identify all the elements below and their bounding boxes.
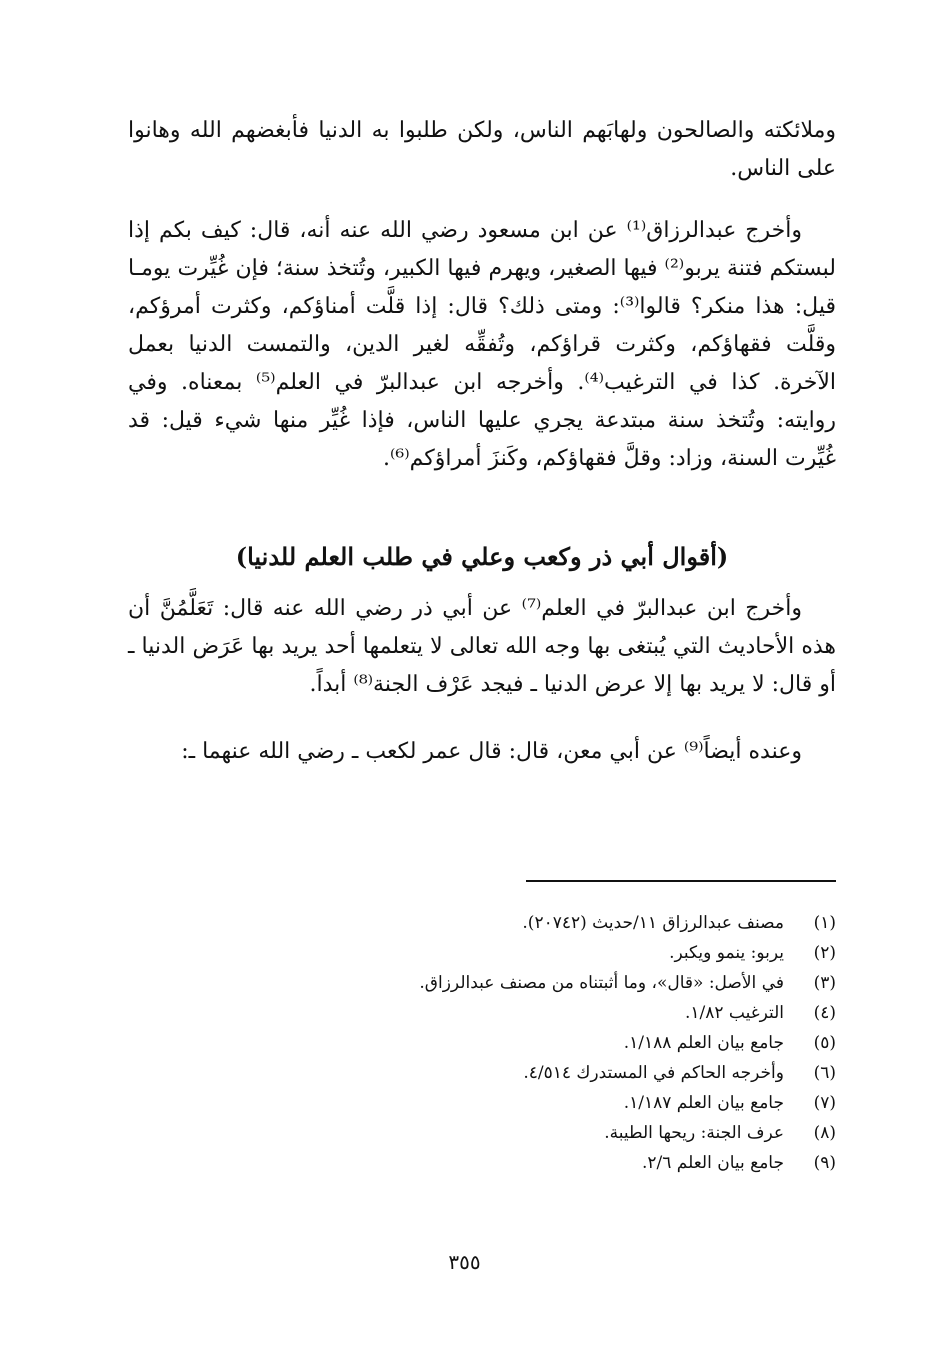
footnote [300,1088,836,1118]
footnote-text: جامع بيان العلم ٢/٦. [641,1153,784,1173]
footnote-text: جامع بيان العلم ١/١٨٧. [623,1093,784,1113]
footnote-number: (٨) [813,1123,836,1143]
footnote-number: (٢) [813,943,836,963]
footnote-number: (٥) [813,1033,836,1053]
footnote-text: الترغيب ١/٨٢. [684,1003,784,1023]
paragraph-1: وملائكته والصالحون ولهابَهم الناس، ولكن طلبوا به الدنيا فأبغضهم الله وهانوا على الناس. [128,118,836,181]
footnote [300,908,836,938]
footnote-text: وأخرجه الحاكم في المستدرك ٤/٥١٤. [523,1063,784,1083]
paragraph-2: وأخرج عبدالرزاق⁽¹⁾ عن ابن مسعود رضي الله عنه أنه، قال: كيف بكم إذا لبستكم فتنة يربو⁽²⁾ فيها الصغير، ويهرم فيها الكبير، وتُتخذ سنة؛ فإن غُيِّرت يومـا قيل: هذا منكر؟ قالوا⁽³⁾: ومتى ذلك؟ قال: إذا قلَّت أمناؤكم، وكثرت أمرؤكم، وقلَّت فقهاؤكم، وكثرت قراؤكم، وتُفقِّه لغير الدين، والتمست الدنيا بعمل الآخرة. كذا في الترغيب⁽⁴⁾. وأخرجه ابن عبدالبرّ في العلم⁽⁵⁾ بمعناه. وفي روايته: وتُتخذ سنة مبتدعة يجري عليها الناس، فإذا غُيِّر منها شيء قيل: قد غُيِّرت السنة، وزاد: وقلَّ فقهاؤكم، وكَنزَ أمراؤكم⁽⁶⁾. [128,218,836,471]
footnote [300,1148,836,1178]
paragraph-4: وعنده أيضاً⁽⁹⁾ عن أبي معن، قال: قال عمر لكعب ـ رضي الله عنهما ـ: [181,739,802,764]
footnote [300,1058,836,1088]
footnote-number: (٧) [813,1093,836,1113]
footnote-number: (٦) [813,1063,836,1083]
footnote-number: (٤) [813,1003,836,1023]
footnote [300,1118,836,1148]
footnote-number: (٣) [813,973,836,993]
footnote [300,938,836,968]
footnote-text: عرف الجنة: ريحها الطيبة. [604,1123,784,1143]
paragraph-3: وأخرج ابن عبدالبرّ في العلم⁽⁷⁾ عن أبي ذر رضي الله عنه قال: تَعَلَّمُنَّ أن هذه الأحاديث التي يُبتغى بها وجه الله تعالى لا يتعلمها أحد يريد بها عَرَض الدنيا ـ أو قال: لا يريد بها إلا عرض الدنيا ـ فيجد عَرْف الجنة⁽⁸⁾ أبداً. [128,596,836,697]
footnote-divider [526,880,836,882]
page-number: ٣٥٥ [448,1250,481,1274]
footnote [300,998,836,1028]
footnotes-list [300,908,836,1178]
footnote-number: (١) [813,913,836,933]
footnote-number: (٩) [813,1153,836,1173]
footnote-text: مصنف عبدالرزاق ١١/حديث (٢٠٧٤٢). [522,913,784,933]
footnote [300,1028,836,1058]
footnote-text: في الأصل: «قال»، وما أثبتناه من مصنف عبدالرزاق. [419,973,784,993]
footnote-text: جامع بيان العلم ١/١٨٨. [623,1033,784,1053]
footnote-text: يربو: ينمو ويكبر. [669,943,784,963]
footnote [300,968,836,998]
section-heading: (أقوال أبي ذر وكعب وعلي في طلب العلم للدنيا) [235,542,729,571]
